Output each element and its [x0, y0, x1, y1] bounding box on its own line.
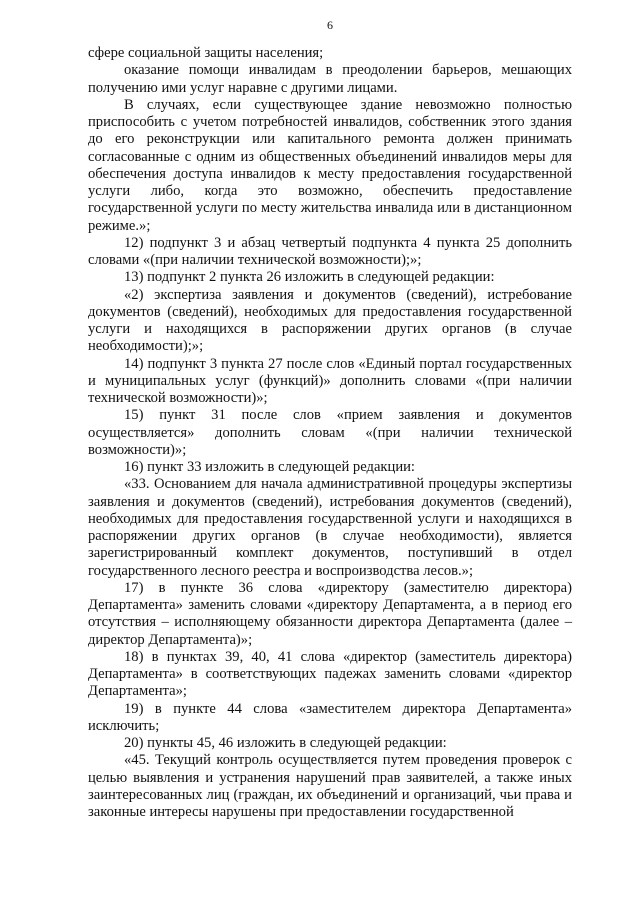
- paragraph-6: «2) экспертиза заявления и документов (сведений), истребование документов (сведений), необходимых для предоставления государственной услуги и находящихся в распоряжении других органов (в случае необходимости);»;: [88, 286, 572, 355]
- paragraph-10: «33. Основанием для начала административной процедуры экспертизы заявления и документов (сведений), истребования документов (сведений), необходимых для предоставления государственной услуги и находящихся в распоряжении других органов (в случае необходимости), является зарегистрированный комплект документов, поступивший в отдел государственного лесного реестра и воспроизводства лесов.»;: [88, 476, 572, 579]
- paragraph-11: 17) в пункте 36 слова «директору (заместителю директора) Департамента» заменить словами «директору Департамента, а в период его отсутствия – исполняющему обязанности директора Департамента (далее – директор Департамента)»;: [88, 579, 572, 648]
- paragraph-12: 18) в пунктах 39, 40, 41 слова «директор (заместитель директора) Департамента» в соответствующих падежах заменить словами «директор Департамента»;: [88, 648, 572, 700]
- page-number: 6: [327, 18, 333, 32]
- paragraph-4: 12) подпункт 3 и абзац четвертый подпункта 4 пункта 25 дополнить словами «(при наличии технической возможности);»;: [88, 234, 572, 268]
- paragraph-1: сфере социальной защиты населения;: [88, 45, 324, 61]
- paragraph-5: 13) подпункт 2 пункта 26 изложить в следующей редакции:: [124, 269, 495, 286]
- paragraph-8: 15) пункт 31 после слов «прием заявления и документов осуществляется» дополнить словам «(при наличии технической возможности)»;: [88, 407, 572, 458]
- paragraph-2: оказание помощи инвалидам в преодолении барьеров, мешающих получению ими услуг наравне с другими лицами.: [88, 62, 572, 96]
- paragraph-3: В случаях, если существующее здание невозможно полностью приспособить с учетом потребностей инвалидов, собственник этого здания до его реконструкции или капитального ремонта должен принимать согласованные с одним из общественных объединений инвалидов меры для обеспечения доступа инвалидов к месту предоставления государственной услуги либо, когда это возможно, обеспечить предоставление государственной услуги по месту жительства инвалида или в дистанционном режиме.»;: [88, 96, 572, 234]
- paragraph-9: 16) пункт 33 изложить в следующей редакции:: [124, 459, 415, 475]
- paragraph-13: 19) в пункте 44 слова «заместителем директора Департамента» исключить;: [88, 700, 572, 734]
- paragraph-7: 14) подпункт 3 пункта 27 после слов «Единый портал государственных и муниципальных услуг (функций)» дополнить словами «(при наличии технической возможности)»;: [88, 355, 572, 406]
- paragraph-15: «45. Текущий контроль осуществляется путем проведения проверок с целью выявления и устранения нарушений прав заявителей, а также иных заинтересованных лиц (граждан, их объединений и организаций, чьи права и законные интересы нарушены при предоставлении государственной: [88, 752, 572, 820]
- paragraph-14: 20) пункты 45, 46 изложить в следующей редакции:: [124, 735, 447, 751]
